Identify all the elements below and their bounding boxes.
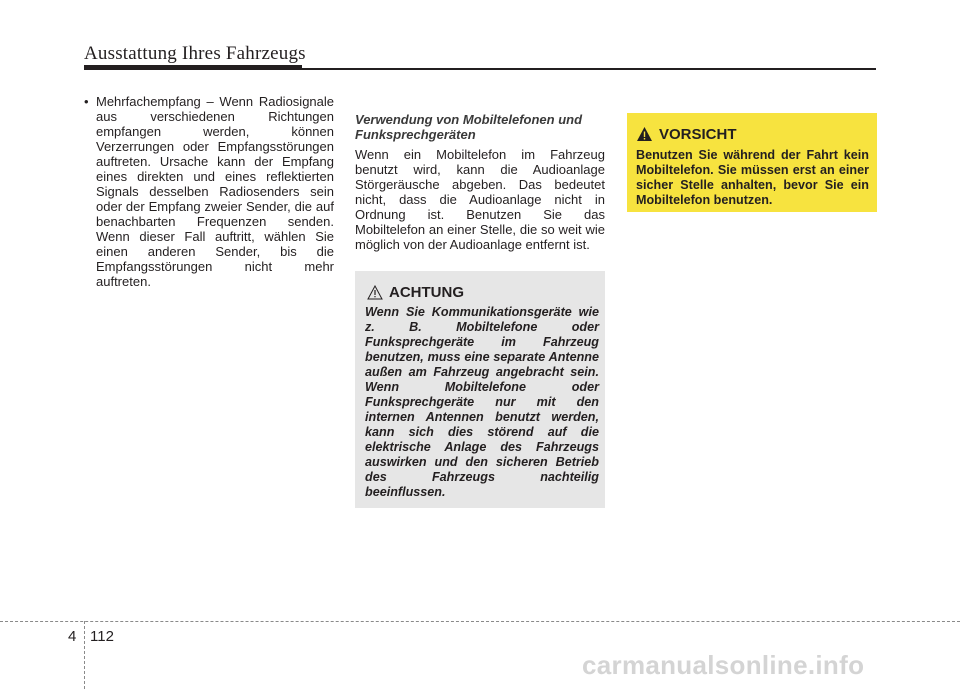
- footer-page-number: 112: [90, 628, 114, 645]
- bullet-dot-icon: •: [84, 94, 89, 109]
- header-rule-thick: [84, 65, 302, 70]
- header-title: Ausstattung Ihres Fahrzeugs: [84, 43, 306, 64]
- bullet-text: Mehrfachempfang – Wenn Radiosignale aus verschiedenen Richtungen empfangen werden, können Verzerrungen oder Empfangsstörungen auftreten. Ursache kann der Empfang eines direkten und eines reflektierten Signals desselben Radiosenders sein oder der Empfang zweier Sender, die auf benachbarten Frequenzen senden. Wenn dieser Fall auftritt, wählen Sie einen anderen Sender, bis die Empfangsstörungen nicht mehr auftreten.: [96, 94, 334, 289]
- header-rule-thin: [302, 68, 876, 70]
- achtung-box: [355, 271, 605, 508]
- footer-chapter-number: 4: [68, 628, 77, 645]
- achtung-header: [367, 281, 599, 303]
- footer-rule: [0, 621, 960, 622]
- footer-divider: [84, 621, 85, 689]
- warning-triangle-filled-icon: [636, 126, 653, 142]
- vorsicht-box: [627, 113, 877, 212]
- bullet-item: [84, 94, 334, 289]
- vorsicht-title: VORSICHT: [659, 125, 737, 143]
- vorsicht-header: [636, 123, 869, 145]
- warning-triangle-outline-icon: [367, 285, 383, 300]
- achtung-text: Wenn Sie Kommunikationsgeräte wie z. B. Mobiltelefone oder Funksprechgeräte im Fahrzeug benutzen, muss eine separate Antenne außen am Fahrzeug angebracht sein. Wenn Mobiltelefone oder Funksprechgeräte nur mit den internen Antennen benutzt werden, kann sich dies störend auf die elektrische Anlage des Fahrzeugs auswirken und den sicheren Betrieb des Fahrzeugs nachteilig beeinflussen.: [365, 305, 599, 499]
- left-column: [84, 94, 334, 289]
- section-heading: Verwendung von Mobiltelefonen und Funksprechgeräten: [355, 112, 583, 142]
- section-body: Wenn ein Mobiltelefon im Fahrzeug benutzt wird, kann die Audioanlage Störgeräusche abgeben. Das bedeutet nicht, dass die Audioanlage nicht in Ordnung ist. Benutzen Sie das Mobiltelefon an einer Stelle, die so weit wie möglich von der Audioanlage entfernt ist.: [355, 147, 605, 252]
- middle-column: [355, 112, 605, 252]
- achtung-title: ACHTUNG: [389, 283, 464, 301]
- watermark: carmanualsonline.info: [582, 650, 865, 680]
- vorsicht-text: Benutzen Sie während der Fahrt kein Mobiltelefon. Sie müssen erst an einer sicher Stelle anhalten, bevor Sie ein Mobiltelefon benutzen.: [636, 148, 869, 207]
